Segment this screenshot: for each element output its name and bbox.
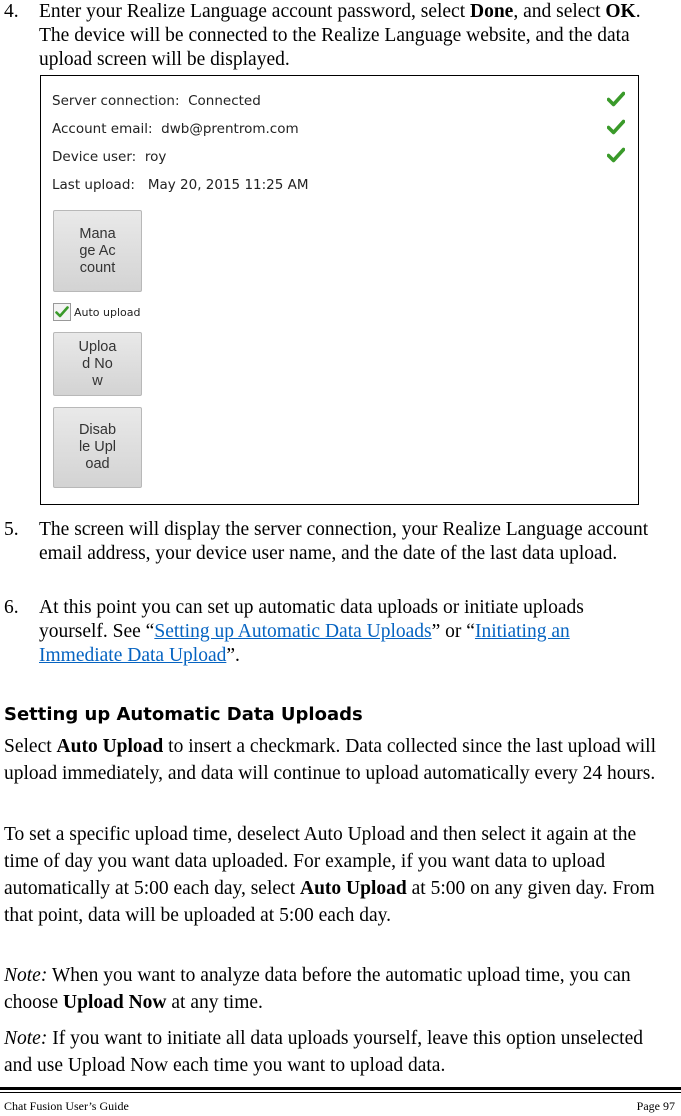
- step-5: [4, 518, 651, 566]
- paragraph-auto-upload: Select Auto Upload to insert a checkmark. Data collected since the last upload will upload immediately, and data will continue to upload automatically every 24 hours.: [4, 736, 657, 784]
- step-4: [4, 0, 651, 72]
- checkmark-icon: [607, 91, 625, 107]
- checkmark-icon: [607, 147, 625, 163]
- step-number: 4.: [4, 1, 19, 22]
- server-connection-row: Server connection: Connected: [52, 93, 261, 109]
- note-upload-now: Note: When you want to analyze data before the automatic upload time, you can choose Upload Now at any time.: [4, 965, 631, 1013]
- manage-account-button[interactable]: Manage Account: [53, 210, 142, 292]
- paragraph-specific-time: To set a specific upload time, deselect Auto Upload and then select it again at the time of day you want data uploaded. For example, if you want data to upload automatically at 5:00 each day, select Auto Upload at 5:00 on any given day. From that point, data will be uploaded at 5:00 each day.: [4, 824, 655, 926]
- link-automatic-uploads[interactable]: Setting up Automatic Data Uploads: [154, 621, 432, 642]
- section-heading: Setting up Automatic Data Uploads: [4, 704, 363, 725]
- step-text: At this point you can set up automatic data uploads or initiate uploads yourself. See “Setting up Automatic Data Uploads” or “Initiating an Immediate Data Upload”.: [39, 597, 584, 666]
- step-text: The screen will display the server connection, your Realize Language account email address, your device user name, and the date of the last data upload.: [39, 519, 649, 564]
- step-number: 5.: [4, 519, 19, 540]
- note-manual-uploads: Note: If you want to initiate all data uploads yourself, leave this option unselected and use Upload Now each time you want to upload data.: [4, 1028, 644, 1076]
- step-6: [4, 596, 651, 668]
- footer-page-number: Page 97: [636, 1099, 675, 1113]
- checkmark-icon: [55, 306, 69, 318]
- step-text: Enter your Realize Language account password, select Done, and select OK. The device will be connected to the Realize Language website, and the data upload screen will be displayed.: [39, 1, 641, 70]
- auto-upload-label: Auto upload: [74, 305, 141, 319]
- upload-now-button[interactable]: Upload Now: [53, 332, 142, 396]
- device-user-row: Device user: roy: [52, 149, 167, 165]
- auto-upload-checkbox[interactable]: [53, 302, 141, 322]
- footer-rule-thin: [0, 1092, 681, 1093]
- footer-rule: [0, 1087, 681, 1090]
- checkbox-box[interactable]: [53, 303, 71, 321]
- account-email-row: Account email: dwb@prentrom.com: [52, 121, 299, 137]
- checkmark-icon: [607, 119, 625, 135]
- link-immediate-upload[interactable]: Initiating an Immediate Data Upload: [39, 621, 570, 666]
- disable-upload-button[interactable]: Disable Upload: [53, 407, 142, 488]
- last-upload-row: Last upload: May 20, 2015 11:25 AM: [52, 177, 309, 193]
- footer-guide-title: Chat Fusion User’s Guide: [4, 1099, 129, 1113]
- step-number: 6.: [4, 597, 19, 618]
- upload-screen-screenshot: [40, 75, 639, 505]
